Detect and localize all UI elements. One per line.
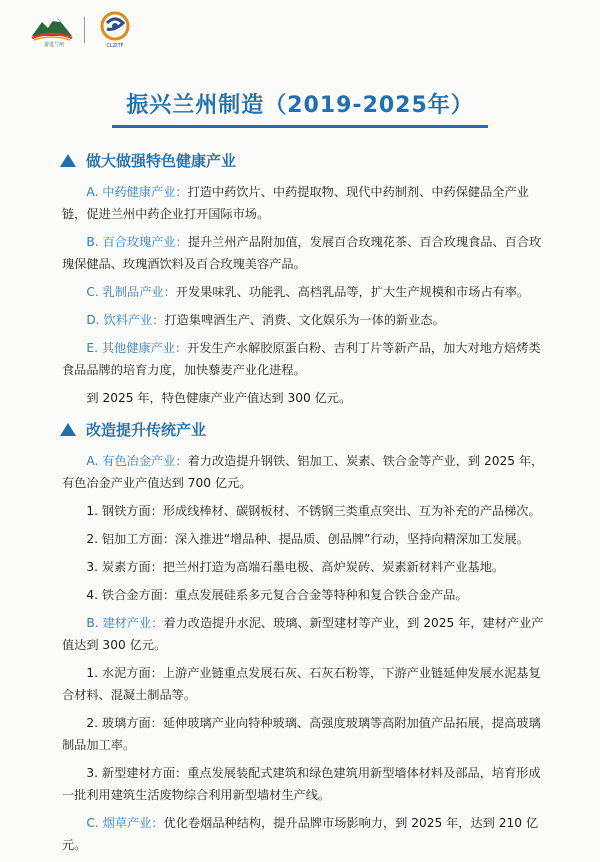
paragraph-text: 着力改造提升水泥、玻璃、新型建材等产业，到 2025 年，建材产业产值达到 300 亿元。 [62, 616, 544, 652]
section-heading [60, 419, 552, 440]
clzitf-logo [97, 11, 133, 49]
paragraph-text: 1. 水泥方面：上游产业链重点发展石灰、石灰石粉等，下游产业链延伸发展水泥基复合材料、混凝土制品等。 [62, 666, 541, 702]
swirl-logo-icon [97, 11, 133, 43]
paragraph [62, 450, 552, 494]
paragraph-label: B. 建材产业： [86, 616, 164, 630]
paragraph-text: 着力改造提升钢铁、铝加工、炭素、铁合金等产业，到 2025 年，有色冶金产业产值达到 700 亿元。 [62, 454, 544, 490]
paragraph-text: 1. 钢铁方面：形成线棒材、碳钢板材、不锈钢三类重点突出、互为补充的产品梯次。 [86, 504, 541, 518]
paragraph [62, 337, 552, 381]
paragraph-text: 3. 炭素方面：把兰州打造为高端石墨电极、高炉炭砖、炭素新材料产业基地。 [86, 560, 505, 574]
paragraph [62, 812, 552, 856]
paragraph-text: 优化卷烟品种结构，提升品牌市场影响力，到 2025 年，达到 210 亿元。 [62, 816, 539, 852]
triangle-icon [60, 423, 76, 436]
right-logo-caption: CLZITF [106, 43, 124, 49]
paragraph [62, 309, 552, 331]
paragraph-label: A. 中药健康产业： [86, 185, 188, 199]
paragraph-label: C. 乳制品产业： [86, 285, 176, 299]
content [62, 150, 552, 862]
paragraph-text: 4. 铁合金方面：重点发展硅系多元复合合金等特种和复合铁合金产品。 [86, 588, 468, 602]
paragraph [62, 231, 552, 275]
paragraph [62, 528, 552, 550]
paragraph-label: A. 有色冶金产业： [86, 454, 188, 468]
section-traditional [62, 419, 552, 856]
page-title: 振兴兰州制造（2019-2025年） [112, 88, 488, 128]
paragraph [62, 500, 552, 522]
logo-divider [84, 17, 85, 43]
paragraph [62, 556, 552, 578]
section-heading-text: 做大做强特色健康产业 [86, 152, 237, 170]
paragraph [62, 662, 552, 706]
paragraph-text: 到 2025 年，特色健康产业产值达到 300 亿元。 [86, 391, 352, 405]
section-health [62, 150, 552, 409]
paragraph [62, 584, 552, 606]
paragraph-text: 3. 新型建材方面：重点发展装配式建筑和绿色建筑用新型墙体材料及部品，培育形成一批利用建筑生活废物综合利用新型墙材生产线。 [62, 766, 541, 802]
paragraph-label: B. 百合玫瑰产业： [86, 235, 188, 249]
paragraph-text: 打造中药饮片、中药提取物、现代中药制剂、中药保健品全产业链，促进兰州中药企业打开国际市场。 [62, 185, 529, 221]
paragraph-text: 开发果味乳、功能乳、高档乳品等，扩大生产规模和市场占有率。 [175, 285, 530, 299]
paragraph-label: C. 烟草产业： [86, 816, 164, 830]
paragraph-text: 开发生产水解胶原蛋白粉、吉利丁片等新产品，加大对地方焙烤类食品品牌的培育力度，加快藜麦产业化进程。 [62, 341, 541, 377]
paragraph-text: 打造集啤酒生产、消费、文化娱乐为一体的新业态。 [164, 313, 445, 327]
paragraph [62, 181, 552, 225]
section-heading-text: 改造提升传统产业 [86, 421, 207, 439]
section-heading [60, 150, 552, 171]
paragraph-text: 2. 铝加工方面：深入推进“增品种、提品质、创品牌”行动，坚持向精深加工发展。 [86, 532, 529, 546]
paragraph [62, 762, 552, 806]
title-wrap [0, 88, 600, 128]
paragraph-label: D. 饮料产业： [86, 313, 165, 327]
mountain-logo-icon [30, 12, 74, 42]
left-logo-caption: 奋进兰州 [43, 42, 64, 48]
triangle-icon [60, 154, 76, 167]
paragraph [62, 612, 552, 656]
paragraph [62, 281, 552, 303]
lanzhou-logo [30, 12, 74, 48]
paragraph-text: 提升兰州产品附加值，发展百合玫瑰花茶、百合玫瑰食品、百合玫瑰保健品、玫瑰酒饮料及百合玫瑰美容产品。 [62, 235, 542, 271]
paragraph-label: E. 其他健康产业： [86, 341, 188, 355]
header-logos [30, 10, 133, 50]
paragraph [62, 387, 552, 409]
paragraph [62, 712, 552, 756]
paragraph-text: 2. 玻璃方面：延伸玻璃产业向特种玻璃、高强度玻璃等高附加值产品拓展，提高玻璃制品加工率。 [62, 716, 541, 752]
